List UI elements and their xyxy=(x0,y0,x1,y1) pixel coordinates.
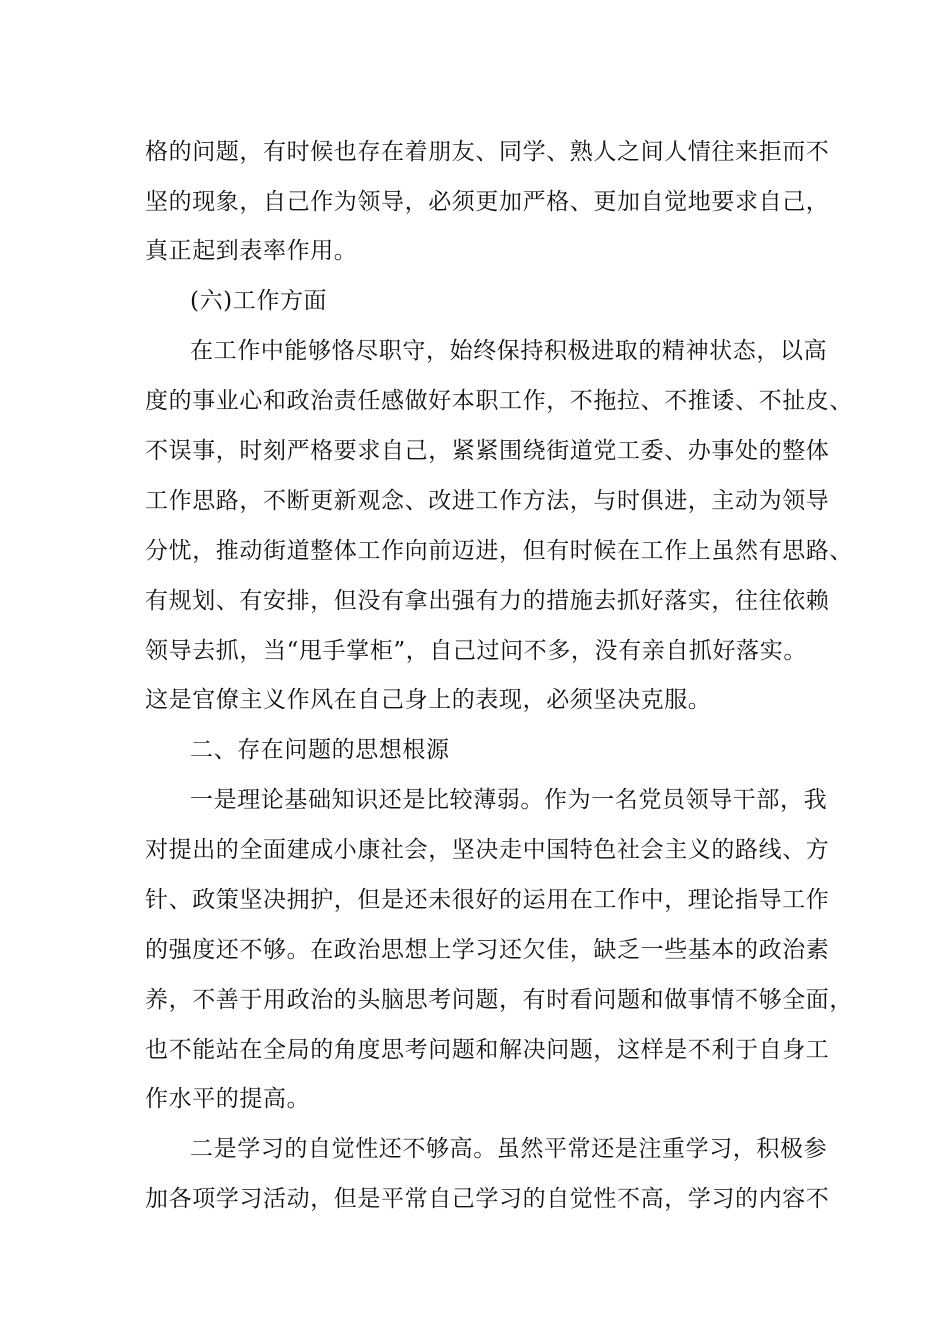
paragraph-line: 领导去抓，当“甩手掌柜”，自己过问不多，没有亲自抓好落实。 xyxy=(145,638,807,664)
paragraph-line: 加各项学习活动，但是平常自己学习的自觉性不高，学习的内容不 xyxy=(145,1186,830,1212)
paragraph-line: 工作思路，不断更新观念、改进工作方法，与时俱进，主动为领导 xyxy=(145,488,830,514)
paragraph-line: 作水平的提高。 xyxy=(145,1086,311,1112)
paragraph-line: 针、政策坚决拥护，但是还未很好的运用在工作中，理论指导工作 xyxy=(145,887,830,913)
paragraph-line: 对提出的全面建成小康社会，坚决走中国特色社会主义的路线、方 xyxy=(145,837,830,863)
paragraph-line: 分忧，推动街道整体工作向前迈进，但有时候在工作上虽然有思路、 xyxy=(145,538,853,564)
paragraph-line: 在工作中能够恪尽职守，始终保持积极进取的精神状态，以高 xyxy=(190,338,828,364)
section-heading: (六)工作方面 xyxy=(190,288,328,314)
paragraph-line: 真正起到表率作用。 xyxy=(145,238,358,264)
section-heading: 二、存在问题的思想根源 xyxy=(190,737,450,763)
paragraph-line: 二是学习的自觉性还不够高。虽然平常还是注重学习，积极参 xyxy=(190,1136,828,1162)
paragraph-line: 有规划、有安排，但没有拿出强有力的措施去抓好落实，往往依赖 xyxy=(145,588,830,614)
paragraph-line: 这是官僚主义作风在自己身上的表现，必须坚决克服。 xyxy=(145,687,712,713)
paragraph-line: 一是理论基础知识还是比较薄弱。作为一名党员领导干部，我 xyxy=(190,787,828,813)
paragraph-line: 度的事业心和政治责任感做好本职工作，不拖拉、不推诿、不扯皮、 xyxy=(145,388,853,414)
paragraph-line: 的强度还不够。在政治思想上学习还欠佳，缺乏一些基本的政治素 xyxy=(145,937,830,963)
paragraph-line: 格的问题，有时候也存在着朋友、同学、熟人之间人情往来拒而不 xyxy=(145,139,830,165)
paragraph-line: 不误事，时刻严格要求自己，紧紧围绕街道党工委、办事处的整体 xyxy=(145,438,830,464)
paragraph-line: 坚的现象，自己作为领导，必须更加严格、更加自觉地要求自己， xyxy=(145,189,830,215)
paragraph-line: 养，不善于用政治的头脑思考问题，有时看问题和做事情不够全面， xyxy=(145,987,853,1013)
paragraph-line: 也不能站在全局的角度思考问题和解决问题，这样是不利于自身工 xyxy=(145,1037,830,1063)
